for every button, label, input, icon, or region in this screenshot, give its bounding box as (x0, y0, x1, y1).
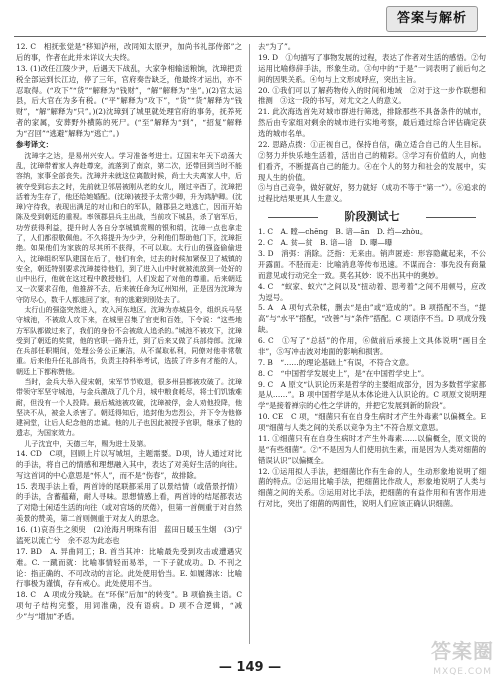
header-rule (14, 36, 486, 37)
header-title: 答案与解析 (396, 11, 467, 27)
column-divider (249, 44, 250, 644)
answer-paragraph: 15. 表现手法上看，两首诗的尾联都采用了以景结情（或借景抒情）的手法，含蓄蕴藉，耐人寻味。思想情感上看，两首诗的结尾都表达了对隐士闲适生活的向往（或对官场的厌倦），但第一首侧重于对自然美景的赞美，第二首则侧重于对友人的思念。 (16, 481, 242, 524)
watermark-logo (394, 635, 494, 679)
page-number-text: 149 (236, 660, 264, 675)
answer-paragraph: 18. C A 项成分残缺。在“环保”后加“的转变”。B 项偷换主语。C 项句子结构完整，用词准确，没有语病。D 项不合逻辑，“减少”与“增加”矛盾。 (16, 590, 242, 622)
answer-paragraph: 16. (1)哀吾生之须臾 (2)沧海月明珠有泪 蓝田日暖玉生烟 (3)宁溘死以流亡兮 余不忍为此态也 (16, 525, 242, 545)
watermark-text: 答案圈 (431, 639, 494, 663)
right-column (258, 42, 486, 646)
answer-paragraph: 当时，金兵大举入侵宋朝，宋军节节败退，很多州县都被攻破了。沈璋带领守军坚守城池，与金兵激战了几个月，城中粮食耗尽，将士们饥饿难耐，但没有一个人投降。最后城池被攻破，沈璋被俘，金人劝他投降，他坚决不从，被金人杀害了。朝廷得知后，追封他为忠烈公，并下令为他修建祠堂，让后人纪念他的忠诚。他的儿子也因此被授予官职，继承了他的遗志，为国家效力。 (16, 377, 242, 438)
answer-paragraph: 22. 思路点拨：①正视自己，保持自信，确立适合自己的人生目标。②努力并快乐地生活着，活出自己的精彩。③学习有价值的人，向他们看齐，不断提高自己的能力。④在个人的努力和社会的发展中，实现人生的价值。 (258, 139, 486, 182)
answer-paragraph: 太行山的强盗突然进入，攻入河东地区。沈璋为赤城县令，组织兵马坚守城池，不被敌人攻下来，在城里召集了官吏和百姓，下令说：“这些地方军队都做过来了，我们的身份不会被敌人追杀的。”城池不被攻下，沈璋受到了朝廷的奖赏，他的官职一路升迁，到了后来又做了兵部侍郎。沈璋在兵部任职期间，处理公务公正廉洁，从不谋取私利，同僚对他非常敬重。后来他升任礼部尚书，负责主持科举考试，选拔了许多有才能的人，朝廷上下都称赞他。 (16, 305, 242, 376)
watermark-url: MXQE.COM (433, 666, 492, 677)
answer-paragraph: 12. C 相抚张觉是“移知泸州，改同知太原尹，加尚书礼部侍郎”之后的事，作者在此并未详议大夫终。 (16, 42, 242, 62)
section-title-box (386, 6, 478, 32)
answer-paragraph: 参考译文： (16, 139, 53, 149)
answer-paragraph: 14. CD C项，回顾上片以写城垣，主题需要。D项，诗人通过对比的手法，将自己的情感和理想融入其中，表达了对美好生活的向往。写这首词的中心意思是“怀人”，而不是“伤春”，故排除。 (16, 448, 242, 480)
page-number: — 149 — (218, 660, 282, 675)
answer-paragraph: 7. B “……的理论基础上”有误，不符合文意。 (258, 357, 414, 367)
answer-paragraph: 沈璋字之达，是易州兴安人。学习准备考进士。辽国末年天下动荡大乱，沈璋带着家人奔赴尊宠，流落到了南京，第二次，还带回到当时不能容纳，家事全部丧失。沈璋并未就这位离散时候，尚士大夫离家人中，后被夺受到忘去之时，先前就卫邻居被刚从老的女儿，刚过辛酉了，沈璋把活着为生存了，他还给她婚配。(沈璋)被授予太常少卿，升为鸿胪卿。(沈璋)守待我，表现出满足的对山和白的军队，随郡县之地逃亡，因而开始陈及受到朝廷的重视。率领郡县兵主出战，当前攻下城县，杀了宿军后，功劳获得利益，提升时人各自分享城镇赏赐的银和绢，沈璋一点也拿走了，人们都很敬佩他。不久将提升为少尹，分利他们帮助他门下，沈璋拒绝。如果他们为家族的尽其所不获得，不可以取。太行山的强盗偷偷进入，沈璋组织军队建国在后了，他们有余，过去的时候加紧保卫了城镇的安全，朝廷特别要求沈璋接待他们，到了进入山中时就被流放到一处好的山中出行，他就在这过程中教授他们，人们发起了对他的尊重。后来朝廷又一次要求召他，他推辞不去，后来被任命为辽州知州，正是因为沈璋为守防尽心，数千人都逃回了家，有的逃避到别处去了。 (16, 151, 242, 304)
answer-paragraph: 21. 此次海选首先对城市群进行筛选，排除那些不具备条件的城市，然后由专家组对剩余的城市进行实地考察，最后通过综合评估确定获选的城市名单。 (258, 107, 486, 138)
answer-paragraph: 10. CE C 项，“细菌只有在自身生病时才产生外毒素”以偏概全。E 项“细菌与人类之间的关系以竞争为主”不符合原文意思。 (258, 412, 486, 433)
answer-paragraph: 6. C ①写了“总括”的作用，⑥做前后承接上文具体说明“画目全非”，⑤写冲击波对地面的影响和损害。 (258, 336, 486, 356)
answer-paragraph: 去“为了”。 (258, 42, 296, 51)
answer-paragraph: 8. C “中国哲学发展史上”，是“在中国哲学史上”。 (258, 368, 429, 378)
answer-paragraph: 12. ①运用拟人手法，把细菌比作有生命的人，生动形象地说明了细菌的特点。②运用比喻手法，把细菌比作敌人，形象地说明了人类与细菌之间的关系。③运用对比手法，把细菌的有益作用和有害作用进行对比，突出了细菌的两面性，说明人们应该正确认识细菌。 (258, 466, 486, 509)
answer-paragraph: 11. ①细菌只有在自身生病时才产生外毒素……以偏概全，原文说的是“有些细菌”。②“不是因为人们使用抗生素，而是因为人类对细菌的错误认识”以偏概全。 (258, 433, 486, 465)
answer-paragraph: ⑤与自己竞争，做好就好，努力就好（成功不等于“第一”）。⑥追求的过程比结果更具人生意义。 (258, 183, 486, 204)
answer-paragraph: 5. A A 项句式杂糅，删去“是由”或“造成的”。B 项搭配不当，“提高”与“水平”搭配，“改善”与“条件”搭配。C 项语序不当。D 项成分残缺。 (258, 303, 486, 335)
left-column (16, 42, 242, 646)
answer-paragraph: 20. ①我们可以了解药物传入的时间和地域 ②对于这一步作联想和推测 ③这一段的书写，对尤文之人的意义。 (258, 85, 486, 106)
answer-paragraph: 17. BD A. 异曲同工；B. 首当其冲：比喻最先受到攻击或遭遇灾难。C. 一蹴而就：比喻事情轻而易举，一下子就成功。D. 不刊之论：指正确的、不可改动的言论。此处使用恰当。E. 如履薄冰：比喻行事极为谨慎，存有戒心。此处使用不当。 (16, 546, 242, 589)
section-heading: 阶段测试七 (258, 209, 486, 225)
page-header (0, 0, 500, 40)
answer-paragraph: 19. D ①句描写了事物发展的过程，表达了作者对生活的感悟。②句运用比喻修辞手法，形象生动。③句中的“于是”一词表明了前后句之间的因果关系。④句与上文形成呼应，突出主旨。 (258, 52, 486, 84)
answer-paragraph: 13. (1)改任江陵少尹，后遇天下战乱，大家争相输送粮饷，沈璋把贡税全部运到长江边，停了三年，官府奏告缺乏，他最终才运出，亦不忍取得。(“攻下”“货”“解释为“钱财”，“解”解释为“坐”。)(2)官太运县，后大官在为多有税。(“平”解释为“攻下”，“货”“货”解释为“钱财”，“解”解释为“只”。)(2)沈璋到了城里就处理官府的事务，抚养死者的家属，安葬野外横陈的死尸。(“至”解释为“到”，“招复”解释为“召回”“逃避”解释为“逃亡”。) (16, 63, 242, 138)
answer-paragraph: 9. C A 原文“认识论历来是哲学的主要组成部分，因为多数哲学家都是从……”。B 项中国哲学是从本体论进入认识论的。C 项原文说明理学“是接着禅宗的心性之学讲的，并把它发展到新的阶段”。 (258, 379, 486, 411)
answer-paragraph: 3. D 消弭：消除。泛指：无来由。销声匿迹：形容隐藏起来，不公开露面。不胫而走：比喻消息等传布迅速。不谋而合：事先没有商量而意见或行动完全一致。莫名其妙：说不出其中的奥妙。 (258, 249, 486, 280)
answer-paragraph: 1. C A. 瞠—chēng B. 谙—ān D. 绉—zhòu。 (258, 227, 428, 237)
answer-paragraph: 2. C A. 贫—贫 B. 谙—谙 D. 曝—曝 (258, 238, 393, 248)
answer-paragraph: 4. C “蚁家、蚁穴”之间以及“扭动着、思考着”之间不用顿号，应改为逗号。 (258, 281, 486, 302)
answer-paragraph: 儿子沈宜中，天德三年，赐为进士及第。 (24, 439, 151, 448)
